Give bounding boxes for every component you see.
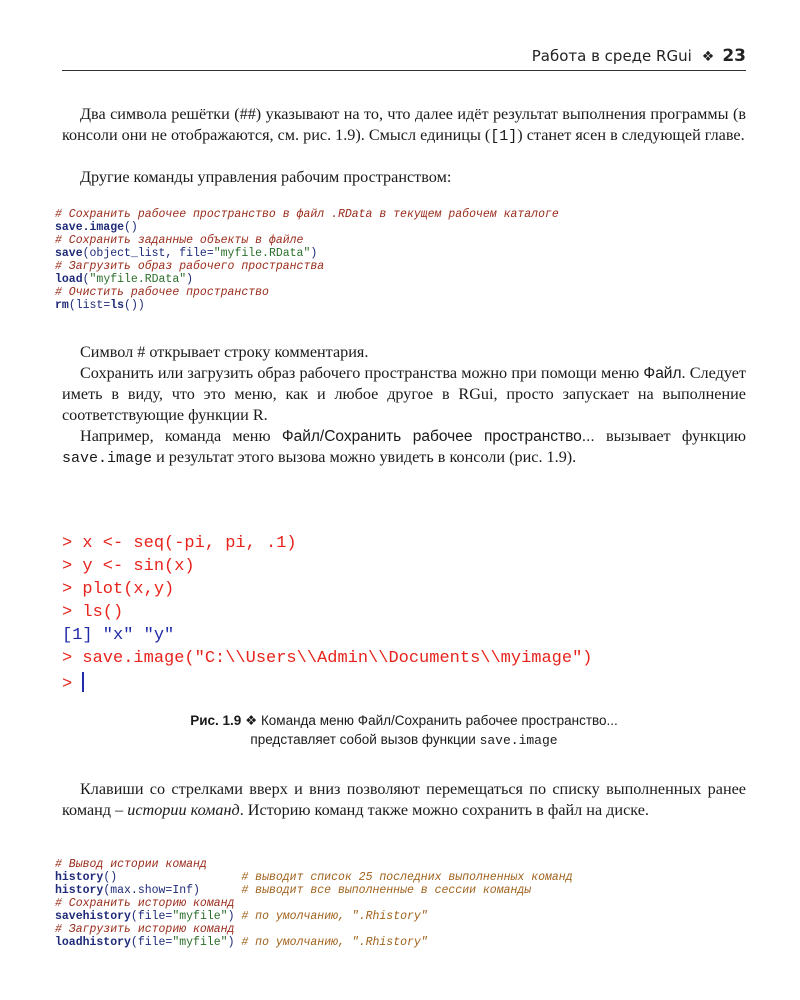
page-number: 23: [722, 46, 746, 66]
paragraph-5: Например, команда меню Файл/Сохранить рабочее пространство... вызывает функцию save.image и результат этого вызова можно увидеть в консоли (рис. 1.9).: [62, 427, 746, 467]
text-cursor: [82, 672, 84, 692]
menu-path: Файл/Сохранить рабочее пространство...: [281, 428, 595, 445]
console-line: > y <- sin(x): [62, 557, 195, 576]
paragraph-6: Клавиши со стрелками вверх и вниз позволяют перемещаться по списку выполненных ранее команд – истории команд. Историю команд также можно сохранить в файл на диске.: [62, 780, 746, 819]
console-output: [1] "x" "y": [62, 626, 175, 645]
console-line: > ls(): [62, 603, 124, 622]
console-line: > save.image("C:\\Users\\Admin\\Documents\\myimage"): [62, 649, 593, 668]
console-line: > plot(x,y): [62, 580, 175, 599]
inline-code: [1]: [490, 128, 518, 145]
inline-code: save.image: [62, 450, 153, 467]
code-block-workspace: # Сохранить рабочее пространство в файл .RData в текущем рабочем каталоге save.image() # Сохранить заданные объекты в файле save(object_list, file="myfile.RData") # Загрузить образ рабочего пространства load("myfile.RData") # Очистить рабочее пространство rm(list=ls()): [55, 208, 559, 312]
diamond-icon: ❖: [245, 713, 258, 728]
inline-code: save.image: [479, 733, 558, 748]
paragraph-4: Сохранить или загрузить образ рабочего пространства можно при помощи меню Файл. Следует иметь в виду, что это меню, как и любое другое в RGui, просто запускает на выполнение соответствующие функции R.: [62, 364, 746, 424]
running-head: [532, 46, 746, 66]
emphasis: истории команд: [127, 801, 240, 819]
caption-label: Рис. 1.9: [190, 713, 242, 728]
figure-caption: Рис. 1.9 ❖ Команда меню Файл/Сохранить рабочее пространство... представляет собой вызов функции save.image: [190, 713, 618, 748]
code-block-history: # Вывод истории команд history() # выводит список 25 последних выполненных команд history(max.show=Inf) # выводит все выполненные в сессии команды # Сохранить историю команд savehistory(file="myfile") # по умолчанию, ".Rhistory" # Загрузить историю команд loadhistory(file="myfile") # по умолчанию, ".Rhistory": [55, 858, 573, 949]
menu-name: Файл: [643, 365, 682, 382]
console-line: > x <- seq(-pi, pi, .1): [62, 534, 297, 553]
paragraph-3: Символ # открывает строку комментария.: [80, 343, 369, 361]
rgui-console-figure: [62, 534, 742, 694]
console-prompt: >: [62, 672, 84, 694]
paragraph-2: Другие команды управления рабочим пространством:: [80, 168, 452, 186]
paragraph-1: Два символа решётки (##) указывают на то, что далее идёт результат выполнения программы (в консоли они не отображаются, см. рис. 1.9). Смысл единицы ([1]) станет ясен в следующей главе.: [62, 105, 746, 145]
diamond-icon: ❖: [701, 49, 715, 65]
running-head-title: Работа в среде RGui: [531, 47, 692, 65]
page-header: [62, 44, 746, 71]
